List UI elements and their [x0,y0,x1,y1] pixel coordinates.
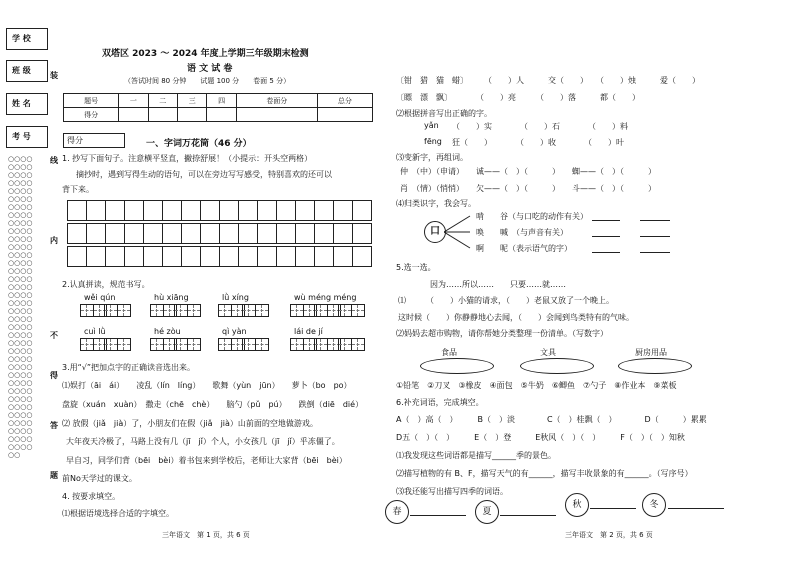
score-row-label: 得分 [64,108,119,122]
writing-cell[interactable] [67,223,87,244]
seal-char: 装 [50,71,58,80]
pinyin-label: fēng [424,137,442,146]
season-summer-circle: 夏 [475,500,499,524]
seal-char: 线 [50,156,58,165]
page-footer: 三年语文 第 2 页，共 6 页 [565,531,653,539]
answer-line[interactable] [500,515,556,516]
writing-cell[interactable] [295,246,315,267]
q4-line: 仲 （中）（申请） 诚——（ ）（ ） 蜘——（ ）（ ） [400,167,656,176]
exam-title: 双塔区 2023 ～ 2024 年度上学期三年级期末检测 [102,49,309,59]
score-cell[interactable] [148,108,177,122]
writing-cell[interactable] [257,223,277,244]
writing-cell[interactable] [105,223,125,244]
character-box[interactable] [104,304,130,317]
pinyin-label: cuì lǜ [84,327,106,336]
pinyin-label: wěi qún [84,293,116,302]
pinyin-label: lái de jí [294,327,323,336]
score-header: 卷面分 [236,94,317,108]
page-footer: 三年语文 第 1 页，共 6 页 [162,531,250,539]
character-box[interactable] [150,304,176,317]
character-box[interactable] [314,304,340,317]
pinyin-label: wù méng méng [294,293,357,302]
q3-line: ⑴娱打（āi ái） 凌乱（lín líng） 歌舞（yùn jūn） 萝卜（bo po） [62,381,352,390]
writing-cell[interactable] [86,246,106,267]
character-box[interactable] [242,338,268,351]
writing-cell[interactable] [67,200,87,221]
q6-line: D五（ ）（ ） E（ ）登 E秋风（ ）（ ） F（ ）（ ）知秋 [396,433,685,442]
score-table [63,93,373,122]
writing-cell[interactable] [276,223,296,244]
class-label: 班 级 [12,66,31,75]
radical-group: 啊 呢（表示语气的字） [476,244,572,253]
seal-char: 答 [50,421,58,430]
character-box[interactable] [174,338,200,351]
character-box[interactable] [218,304,244,317]
school-label: 学 校 [12,34,31,43]
category-label: 食品 [441,348,457,357]
answer-line[interactable] [640,220,670,221]
writing-cell[interactable] [181,223,201,244]
q5-prompt: 5.选一选。 [396,263,436,272]
writing-cell[interactable] [333,246,353,267]
writing-cell[interactable] [200,200,220,221]
character-box[interactable] [80,338,106,351]
answer-line[interactable] [592,236,620,237]
writing-cell[interactable] [200,246,220,267]
q3-line: 前No天学过的课文。 [62,474,137,483]
writing-cell[interactable] [238,246,258,267]
q1-text: 背下来。 [62,185,94,194]
q6-line: A（ ）高（ ） B（ ）淡 C（ ）桂飘（ ） D（ ）累累 [396,415,707,424]
writing-cell[interactable] [105,200,125,221]
score-header: 一 [119,94,148,108]
writing-cell[interactable] [352,223,372,244]
seal-char: 不 [50,331,58,340]
writing-cell[interactable] [105,246,125,267]
writing-cell[interactable] [67,246,87,267]
q6-prompt: 6.补充词语，完成填空。 [396,398,484,407]
pinyin-label: lǜ xíng [222,293,249,302]
writing-cell[interactable] [238,200,258,221]
character-box[interactable] [104,338,130,351]
q4-sub: ⑶变新字，再组词。 [396,153,468,162]
writing-cell[interactable] [219,200,239,221]
writing-cell[interactable] [181,246,201,267]
writing-cell[interactable] [295,223,315,244]
character-box[interactable] [174,304,200,317]
writing-cell[interactable] [333,223,353,244]
writing-cell[interactable] [314,246,334,267]
seal-char: 题 [50,471,58,480]
writing-cell[interactable] [257,200,277,221]
pinyin-label: hù xiāng [154,293,189,302]
radical-group: 唤 喊 （与声音有关） [476,228,568,237]
character-box[interactable] [314,338,340,351]
writing-cell[interactable] [162,246,182,267]
q6-line: ⑴我发现这些词语都是描写______季的景色。 [396,451,556,460]
category-label: 文具 [540,348,556,357]
q3-line: 早自习，同学们背（bēi bèi）着书包来到学校后，老师让大家背（bēi bèi） [66,456,347,465]
q5-line: （ ）小猫的请求，（ ）老鼠又放了一个晚上。 [426,296,614,305]
writing-cell[interactable] [295,200,315,221]
writing-cell[interactable] [181,200,201,221]
answer-line[interactable] [640,236,670,237]
character-box[interactable] [338,304,364,317]
writing-cell[interactable] [314,200,334,221]
defen-label: 得分 [67,136,83,145]
season-autumn-circle: 秋 [565,493,589,517]
character-box[interactable] [338,338,364,351]
q4-sub: ⑷归类识字，我会写。 [396,199,476,208]
pinyin-label: yǎn [424,121,439,130]
writing-cell[interactable] [238,223,258,244]
q4-line: 〔钳 猎 猫 蜡〕 （ ）人 交（ ） （ ）烛 爱（ ） [396,76,700,85]
q4-line: 肖 （情）（悄悄） 欠——（ ）（ ） 斗——（ ）（ ） [400,184,656,193]
writing-cell[interactable] [124,223,144,244]
score-cell[interactable] [178,108,207,122]
writing-cell[interactable] [162,223,182,244]
q4-line: 狂（ ） （ ）收 （ ）叶 [452,138,624,147]
score-header: 三 [178,94,207,108]
writing-cell[interactable] [333,200,353,221]
q3-prompt: 3.用“√”把加点字的正确读音选出来。 [62,363,196,372]
q3-line: 盘旋（xuán xuàn） 撒走（chē chè） 脑勺（pǔ pú） 跌倒（diē dié） [62,400,364,409]
q3-line: 大年夜天冷极了，马路上没有几（jī jǐ）个人，小女孩几（jī jǐ）乎冻僵了。 [66,437,340,446]
writing-cell[interactable] [219,223,239,244]
writing-cell[interactable] [86,200,106,221]
score-header: 总分 [317,94,372,108]
radical-branch-lines [444,210,472,254]
score-cell[interactable] [119,108,148,122]
seal-char: 内 [50,236,58,245]
q6-line: ⑵描写植物的有 B、F，描写天气的有______，描写丰收景象的有______。（写序号） [396,469,693,478]
category-label: 厨房用品 [635,348,667,357]
q1-prompt: 1. 抄写下面句子。注意横平竖直，撇捺舒展！（小提示：开头空两格） [62,154,313,163]
character-box[interactable] [290,338,316,351]
category-answer-oval[interactable] [420,358,494,374]
season-spring-circle: 春 [385,500,409,524]
category-answer-oval[interactable] [618,358,692,374]
character-box[interactable] [242,304,268,317]
writing-cell[interactable] [143,223,163,244]
writing-cell[interactable] [86,223,106,244]
q4-sub: ⑴根据语境选择合适的字填空。 [62,509,174,518]
q5-number: ⑴ [398,296,406,305]
writing-cell[interactable] [276,200,296,221]
q4-line: 〔瞟 漂 飘〕 （ ）亮 （ ）落 都（ ） [396,93,640,102]
pinyin-label: qì yàn [222,327,247,336]
writing-cell[interactable] [276,246,296,267]
name-label: 姓 名 [12,99,31,108]
writing-cell[interactable] [124,200,144,221]
score-header: 题号 [64,94,119,108]
q5-sub: ⑵妈妈去超市购物，请你帮她分类整理一份清单。（写数字） [396,329,608,338]
score-cell[interactable] [207,108,236,122]
writing-cell[interactable] [352,246,372,267]
writing-cell[interactable] [143,200,163,221]
writing-cell[interactable] [314,223,334,244]
score-cell[interactable] [317,108,372,122]
q2-prompt: 2.认真拼读，规范书写。 [62,280,150,289]
character-box[interactable] [218,338,244,351]
writing-cell[interactable] [162,200,182,221]
writing-cell[interactable] [257,246,277,267]
q1-text: 摘抄时，遇到写得生动的语句，可以在旁边写写感受，特别喜欢的还可以 [76,170,332,179]
exam-info: （答试时间 80 分钟 试题 100 分 卷面 5 分） [124,77,291,85]
answer-line[interactable] [592,252,620,253]
q6-line: ⑶我还能写出描写四季的词语。 [396,487,508,496]
answer-line[interactable] [590,508,636,509]
kou-radical-circle: 口 [424,221,446,243]
score-header: 四 [207,94,236,108]
section1-title: 一、字词万花筒（46 分） [146,139,252,149]
season-winter-circle: 冬 [642,493,666,517]
q4-line: （ ）实 （ ）石 （ ）料 [452,122,628,131]
answer-line[interactable] [668,508,724,509]
exam-no-label: 考 号 [12,132,31,141]
writing-cell[interactable] [124,246,144,267]
q3-line: ⑵ 放假（jiǎ jià）了，小朋友们在假（jiǎ jià）山前面的空地做游戏。 [62,419,318,428]
writing-cell[interactable] [200,223,220,244]
writing-cell[interactable] [352,200,372,221]
exam-subtitle: 语 文 试 卷 [187,64,233,74]
score-header: 二 [148,94,177,108]
q5-line: 这时候（ ）你静静地心去闻，（ ）会闻到鸟类特有的气味。 [398,313,634,322]
conjunction-options: 因为……所以…… 只要……就…… [430,280,566,289]
pinyin-label: hé zòu [154,327,181,336]
answer-line[interactable] [410,515,466,516]
answer-line[interactable] [640,252,670,253]
category-answer-oval[interactable] [520,358,594,374]
q4-sub: ⑵根据拼音写出正确的字。 [396,109,492,118]
seal-char: 得 [50,371,58,380]
score-cell[interactable] [236,108,317,122]
writing-cell[interactable] [219,246,239,267]
writing-cell[interactable] [143,246,163,267]
dotted-seal-line: ○○○○○○○○○○○○○○○○○○○○○○○○○○○○○○○○○○○○○○○○○○○○○○○○○○○○○○○○○○○○○○○○○○○○○○○○○○○○○○○○○○○○○○○○○○○○○○○○○○○○○○○○○○○○○○○○○○○○○○○○○○○○○○○○○○○○○○○○○○○○○○○○○○○○○○ [8,155,33,459]
q4-prompt: 4. 按要求填空。 [62,492,121,501]
answer-line[interactable] [592,220,620,221]
item-list: ①铅笔 ②刀叉 ③橡皮 ④面包 ⑤牛奶 ⑥鲫鱼 ⑦勺子 ⑧作业本 ⑨菜板 [396,381,677,390]
character-box[interactable] [80,304,106,317]
character-box[interactable] [150,338,176,351]
character-box[interactable] [290,304,316,317]
radical-group: 啃 谷（与口吃的动作有关） [476,212,588,221]
